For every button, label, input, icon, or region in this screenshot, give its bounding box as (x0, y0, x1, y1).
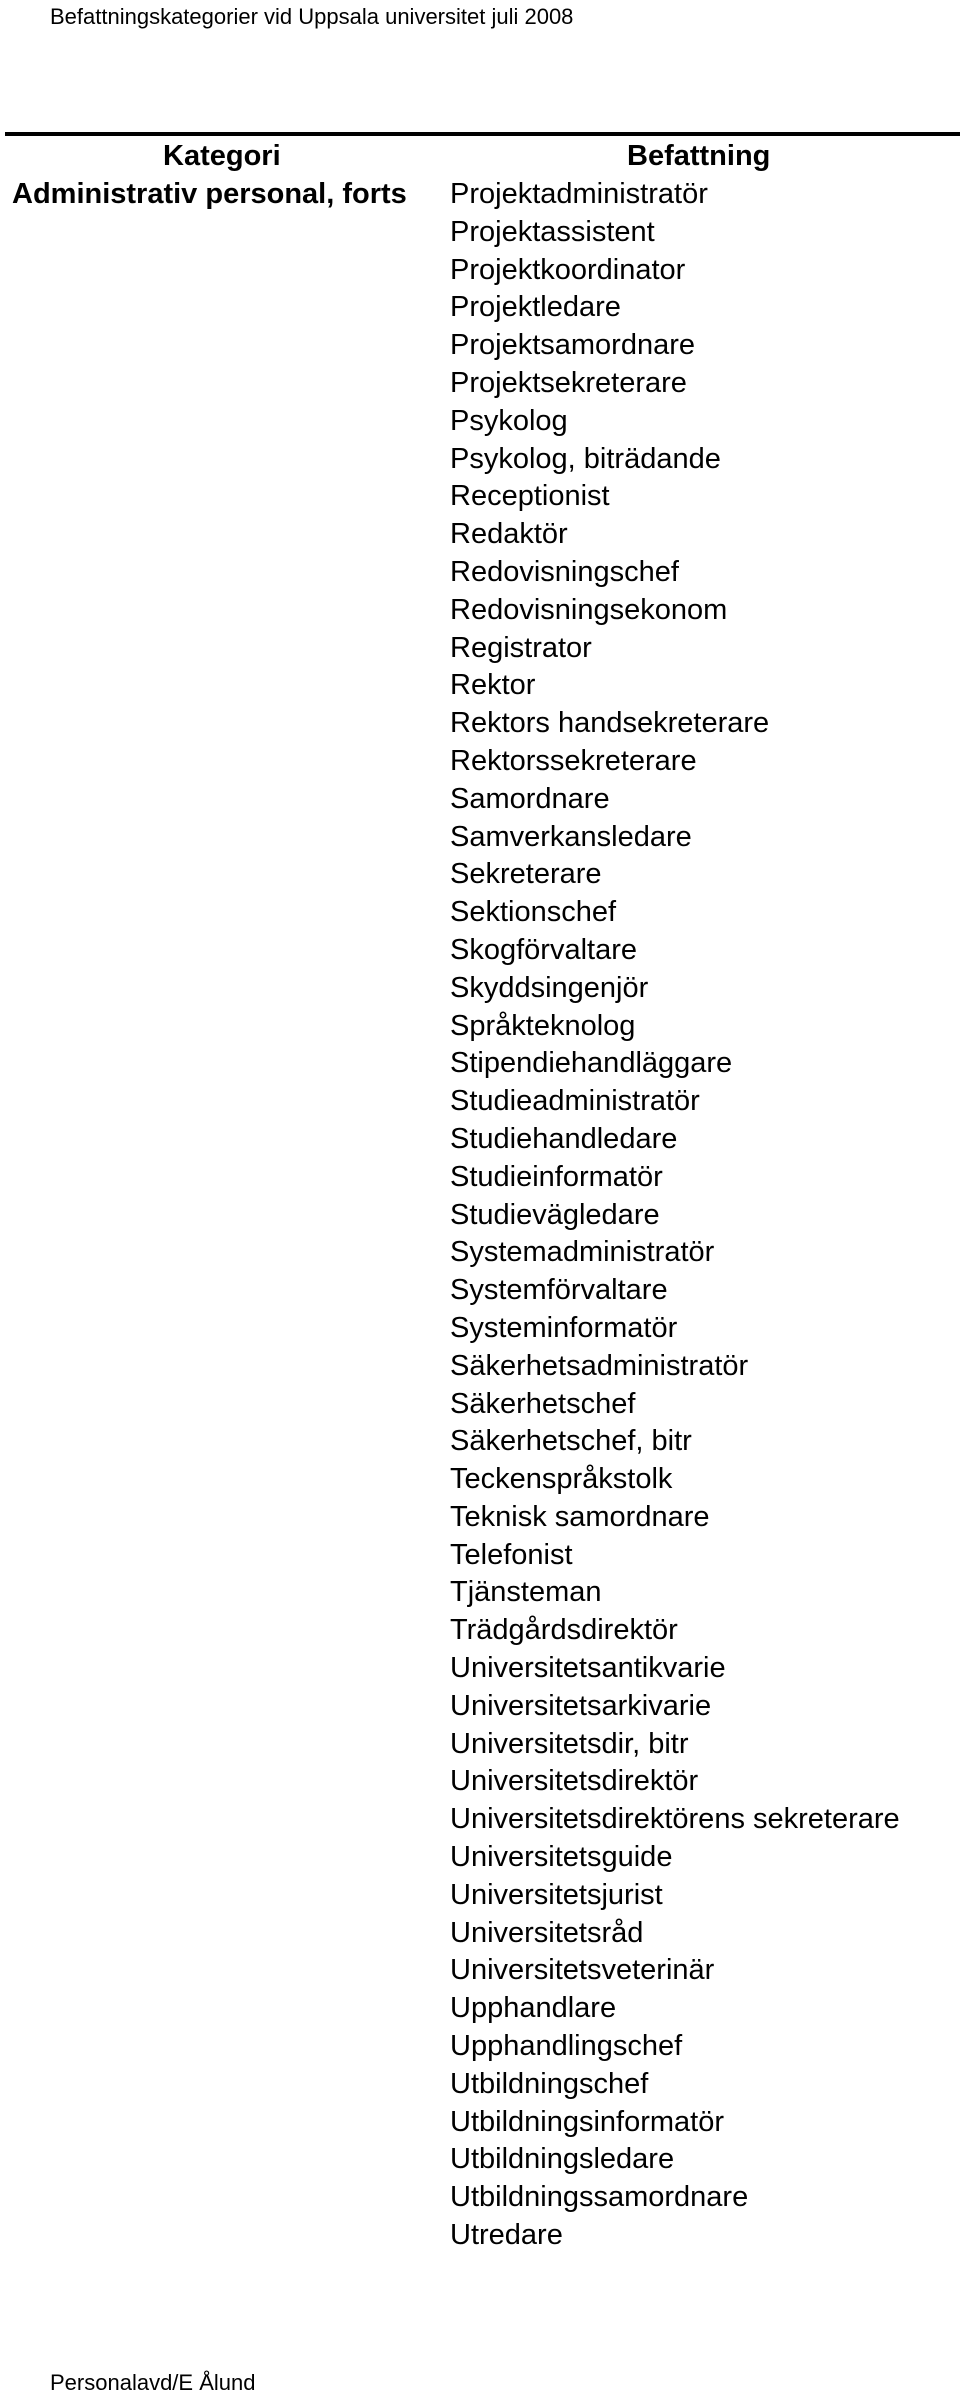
position-row: Teckenspråkstolk (450, 1463, 673, 1496)
position-row: Utbildningsinformatör (450, 2105, 725, 2138)
position-row: Utredare (450, 2219, 563, 2252)
position-row: Redovisningschef (450, 555, 679, 588)
position-row: Projektsamordnare (450, 329, 695, 362)
position-row: Studieadministratör (450, 1085, 700, 1118)
position-row: Skogförvaltare (450, 933, 637, 966)
page-header-title: Befattningskategorier vid Uppsala universitet juli 2008 (50, 4, 574, 29)
position-row: Trädgårdsdirektör (450, 1614, 678, 1647)
position-row: Rektorssekreterare (450, 744, 697, 777)
position-row: Språkteknolog (450, 1009, 636, 1042)
position-row: Systemförvaltare (450, 1274, 668, 1307)
position-row: Utbildningssamordnare (450, 2181, 749, 2214)
page-footer: Personalavd/E Ålund (50, 2370, 256, 2395)
position-row: Telefonist (450, 1538, 573, 1571)
position-row: Säkerhetschef (450, 1387, 636, 1420)
position-row: Universitetsveterinär (450, 1954, 715, 1987)
position-row: Systemadministratör (450, 1236, 715, 1269)
position-row: Tjänsteman (450, 1576, 602, 1609)
position-row: Säkerhetsadministratör (450, 1349, 749, 1382)
position-row: Universitetsguide (450, 1841, 673, 1874)
position-row: Universitetsdirektörens sekreterare (450, 1803, 900, 1836)
position-row: Rektor (450, 669, 536, 702)
header-rule (5, 132, 960, 136)
position-row: Teknisk samordnare (450, 1500, 710, 1533)
position-row: Projektsekreterare (450, 366, 687, 399)
position-row: Registrator (450, 631, 592, 664)
position-row: Samverkansledare (450, 820, 692, 853)
position-row: Universitetsarkivarie (450, 1689, 712, 1722)
position-row: Studieinformatör (450, 1160, 663, 1193)
position-row: Systeminformatör (450, 1311, 678, 1344)
position-row: Studievägledare (450, 1198, 660, 1231)
position-row: Redovisningsekonom (450, 593, 728, 626)
position-row: Psykolog (450, 404, 568, 437)
position-row: Redaktör (450, 518, 568, 551)
position-row: Sektionschef (450, 896, 617, 929)
position-row: Projektadministratör (450, 178, 708, 210)
position-row: Sekreterare (450, 858, 602, 891)
position-row: Studiehandledare (450, 1122, 678, 1155)
position-row: Rektors handsekreterare (450, 707, 770, 740)
position-row: Säkerhetschef, bitr (450, 1425, 692, 1458)
position-row: Skyddsingenjör (450, 971, 649, 1004)
column-header-category: Kategori (163, 140, 281, 172)
position-row: Projektassistent (450, 215, 655, 248)
position-row: Universitetsdir, bitr (450, 1727, 689, 1760)
position-row: Stipendiehandläggare (450, 1047, 733, 1080)
position-row: Universitetsantikvarie (450, 1652, 726, 1685)
position-row: Receptionist (450, 480, 610, 513)
position-list (450, 176, 900, 2255)
position-row: Universitetsdirektör (450, 1765, 699, 1798)
position-row: Utbildningschef (450, 2067, 649, 2100)
category-cell: Administrativ personal, forts (12, 178, 407, 210)
position-row: Psykolog, biträdande (450, 442, 721, 475)
position-row: Universitetsjurist (450, 1878, 663, 1911)
position-row: Upphandlare (450, 1992, 617, 2025)
position-row: Samordnare (450, 782, 610, 815)
position-row: Projektkoordinator (450, 253, 686, 286)
position-row: Utbildningsledare (450, 2143, 675, 2176)
column-header-position: Befattning (627, 140, 771, 172)
position-row: Upphandlingschef (450, 2030, 683, 2063)
position-row: Projektledare (450, 291, 621, 324)
position-row: Universitetsråd (450, 1916, 644, 1949)
